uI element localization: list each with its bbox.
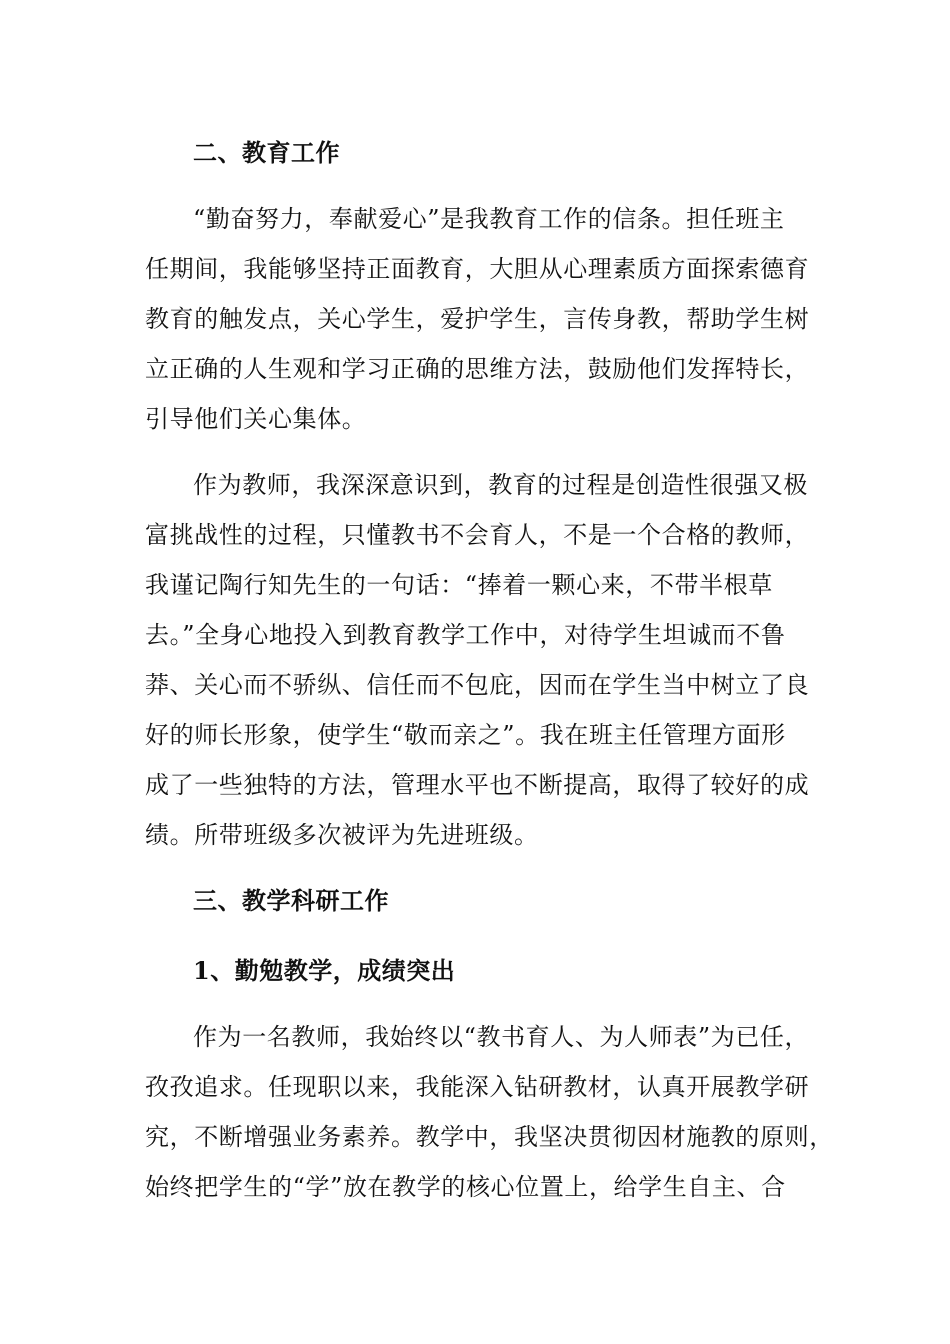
paragraph-line: 始终把学生的“学”放在教学的核心位置上，给学生自主、合	[145, 1173, 786, 1201]
paragraph-line: 究，不断增强业务素养。教学中，我坚决贯彻因材施教的原则，	[145, 1123, 834, 1151]
paragraph-line: 莽、关心而不骄纵、信任而不包庇，因而在学生当中树立了良	[145, 671, 810, 699]
paragraph-line: 作为教师，我深深意识到，教育的过程是创造性很强又极	[193, 471, 808, 499]
paragraph-line: 我谨记陶行知先生的一句话：“捧着一颗心来，不带半根草	[145, 571, 773, 599]
paragraph-line: 任期间，我能够坚持正面教育，大胆从心理素质方面探索德育	[145, 255, 810, 283]
paragraph-line: “勤奋努力，奉献爱心”是我教育工作的信条。担任班主	[193, 205, 785, 233]
subsection-heading-teaching: 1、勤勉教学，成绩突出	[193, 956, 456, 985]
paragraph-line: 引导他们关心集体。	[145, 405, 367, 433]
section-heading-research: 三、教学科研工作	[193, 886, 389, 915]
section-heading-education: 二、教育工作	[193, 138, 340, 167]
paragraph-line: 好的师长形象，使学生“敬而亲之”。我在班主任管理方面形	[145, 721, 786, 749]
paragraph-line: 去。”全身心地投入到教育教学工作中，对待学生坦诚而不鲁	[145, 621, 786, 649]
paragraph-line: 成了一些独特的方法，管理水平也不断提高，取得了较好的成	[145, 771, 810, 799]
paragraph-line: 富挑战性的过程，只懂教书不会育人，不是一个合格的教师，	[145, 521, 810, 549]
paragraph-line: 作为一名教师，我始终以“教书育人、为人师表”为已任，	[193, 1023, 810, 1051]
paragraph-line: 教育的触发点，关心学生，爱护学生，言传身教，帮助学生树	[145, 305, 810, 333]
paragraph-line: 立正确的人生观和学习正确的思维方法，鼓励他们发挥特长，	[145, 355, 810, 383]
paragraph-line: 绩。所带班级多次被评为先进班级。	[145, 821, 539, 849]
paragraph-line: 孜孜追求。任现职以来，我能深入钻研教材，认真开展教学研	[145, 1073, 810, 1101]
